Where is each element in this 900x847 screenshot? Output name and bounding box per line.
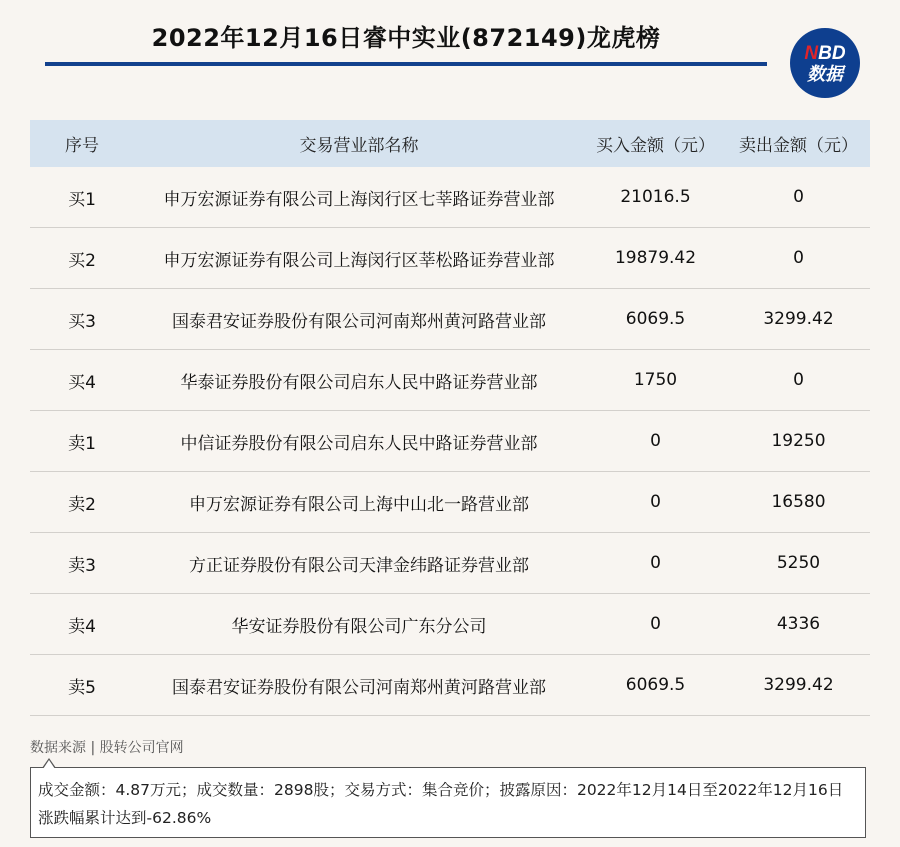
row-sell-amount: 4336 bbox=[727, 594, 870, 655]
row-sell-amount: 0 bbox=[727, 350, 870, 411]
row-broker-name: 华泰证券股份有限公司启东人民中路证券营业部 bbox=[134, 350, 584, 411]
row-buy-amount: 19879.42 bbox=[584, 228, 727, 289]
table-header-row bbox=[30, 120, 870, 167]
table-row bbox=[30, 411, 870, 472]
logo-n: N bbox=[804, 42, 819, 64]
row-buy-amount: 6069.5 bbox=[584, 655, 727, 716]
table-row bbox=[30, 228, 870, 289]
row-seq: 卖4 bbox=[30, 594, 134, 655]
nbd-data-logo bbox=[790, 28, 860, 98]
data-source-caption: 数据来源 | 股转公司官网 bbox=[30, 740, 184, 756]
table-row bbox=[30, 350, 870, 411]
row-buy-amount: 21016.5 bbox=[584, 167, 727, 228]
row-buy-amount: 1750 bbox=[584, 350, 727, 411]
row-broker-name: 申万宏源证券有限公司上海闵行区莘松路证券营业部 bbox=[134, 228, 584, 289]
table-row bbox=[30, 472, 870, 533]
row-seq: 卖1 bbox=[30, 411, 134, 472]
column-header-name: 交易营业部名称 bbox=[134, 120, 584, 167]
row-broker-name: 国泰君安证券股份有限公司河南郑州黄河路营业部 bbox=[134, 289, 584, 350]
row-broker-name: 方正证券股份有限公司天津金纬路证券营业部 bbox=[134, 533, 584, 594]
row-buy-amount: 6069.5 bbox=[584, 289, 727, 350]
row-seq: 买3 bbox=[30, 289, 134, 350]
row-sell-amount: 3299.42 bbox=[727, 289, 870, 350]
row-buy-amount: 0 bbox=[584, 472, 727, 533]
column-header-sell: 卖出金额（元） bbox=[727, 120, 870, 167]
logo-top-line bbox=[804, 44, 845, 63]
row-seq: 卖3 bbox=[30, 533, 134, 594]
note-callout-pointer-fill bbox=[43, 760, 55, 769]
row-broker-name: 中信证券股份有限公司启东人民中路证券营业部 bbox=[134, 411, 584, 472]
table-row bbox=[30, 289, 870, 350]
row-buy-amount: 0 bbox=[584, 533, 727, 594]
row-broker-name: 申万宏源证券有限公司上海闵行区七莘路证券营业部 bbox=[134, 167, 584, 228]
row-seq: 卖5 bbox=[30, 655, 134, 716]
row-sell-amount: 19250 bbox=[727, 411, 870, 472]
row-broker-name: 申万宏源证券有限公司上海中山北一路营业部 bbox=[134, 472, 584, 533]
row-buy-amount: 0 bbox=[584, 411, 727, 472]
table-row bbox=[30, 655, 870, 716]
row-seq: 买1 bbox=[30, 167, 134, 228]
row-sell-amount: 16580 bbox=[727, 472, 870, 533]
logo-bottom-line: 数据 bbox=[807, 63, 843, 84]
page-title: 2022年12月16日睿中实业(872149)龙虎榜 bbox=[151, 24, 661, 52]
column-header-seq: 序号 bbox=[30, 120, 134, 167]
table-row bbox=[30, 533, 870, 594]
row-seq: 卖2 bbox=[30, 472, 134, 533]
title-underline bbox=[45, 62, 767, 66]
logo-bd: BD bbox=[818, 42, 846, 64]
trade-summary-note: 成交金额：4.87万元；成交数量：2898股；交易方式：集合竞价；披露原因：2022年12月14日至2022年12月16日涨跌幅累计达到-62.86% bbox=[30, 767, 866, 838]
table-row bbox=[30, 167, 870, 228]
row-sell-amount: 0 bbox=[727, 167, 870, 228]
table-row bbox=[30, 594, 870, 655]
row-broker-name: 国泰君安证券股份有限公司河南郑州黄河路营业部 bbox=[134, 655, 584, 716]
row-seq: 买4 bbox=[30, 350, 134, 411]
row-buy-amount: 0 bbox=[584, 594, 727, 655]
column-header-buy: 买入金额（元） bbox=[584, 120, 727, 167]
row-sell-amount: 0 bbox=[727, 228, 870, 289]
row-sell-amount: 3299.42 bbox=[727, 655, 870, 716]
row-broker-name: 华安证券股份有限公司广东分公司 bbox=[134, 594, 584, 655]
dragon-tiger-table bbox=[30, 120, 870, 716]
row-sell-amount: 5250 bbox=[727, 533, 870, 594]
row-seq: 买2 bbox=[30, 228, 134, 289]
